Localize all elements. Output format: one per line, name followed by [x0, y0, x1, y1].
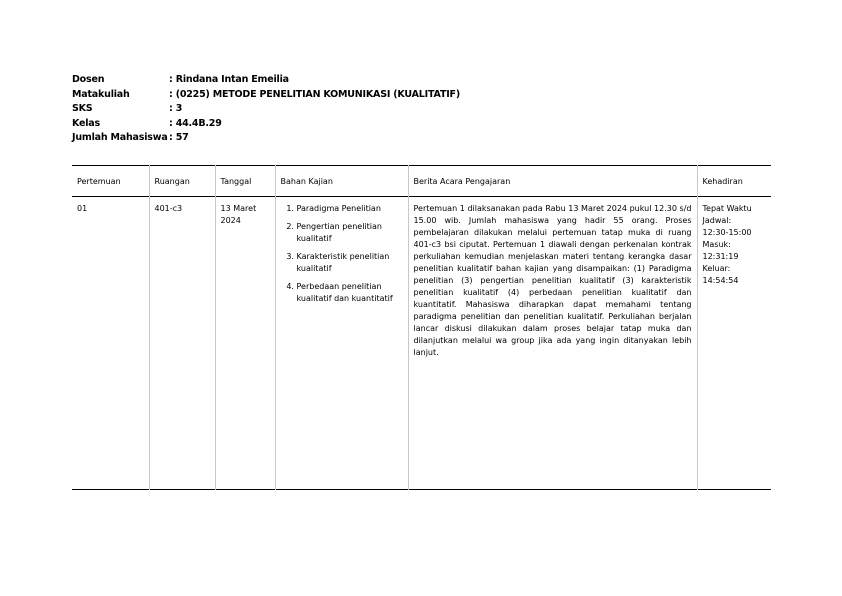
- jadwal-value: 12:30-15:00: [702, 228, 752, 237]
- kelas-label: Kelas: [72, 117, 100, 129]
- keluar-label: Keluar:: [702, 264, 731, 273]
- header-kehadiran: Kehadiran: [697, 166, 771, 197]
- header-tanggal: Tanggal: [215, 166, 275, 197]
- info-row-kelas: [72, 117, 460, 132]
- dosen-label: Dosen: [72, 74, 105, 85]
- jumlah-mahasiswa-label: Jumlah Mahasiswa: [72, 132, 168, 144]
- info-row-dosen: [72, 73, 460, 88]
- masuk-label: Masuk:: [702, 240, 731, 249]
- sks-label: SKS: [72, 103, 93, 115]
- cell-ruangan: 401-c3: [149, 197, 215, 490]
- kehadiran-status: Tepat Waktu: [702, 204, 752, 213]
- berita-acara-text: Pertemuan 1 dilaksanakan pada Rabu 13 Maret 2024 pukul 12.30 s/d 15.00 wib. Jumlah mahasiswa yang hadir 55 orang. Proses pembelajaran dilakukan melalui pertemuan tatap muka di ruang 401-c3 bsi ciputat. Pertemuan 1 diawali dengan perkenalan kontrak perkuliahan kemudian menjelaskan materi tentang kerangka dasar penelitian kualitatif bahan kajian yang disampaikan: (1) Paradigma penelitian (3) pengertian penelitian kualitatif (3) karakteristik penelitian kualitatif (4) perbedaan penelitian kualitatif dan kuantitatif. Mahasiswa diharapkan dapat memahami tentang paradigma penelitian dan penelitian kualitatif. Perkuliahan berjalan lancar diskusi dilakukan dalam proses belajar tatap muka dan dilanjutkan melalui wa group jika ada yang ingin ditanyakan lebih lanjut.: [413, 204, 692, 357]
- bahan-kajian-list: [281, 203, 403, 305]
- masuk-value: 12:31:19: [702, 252, 739, 261]
- jadwal-label: Jadwal:: [702, 216, 732, 225]
- dosen-value: : Rindana Intan Emeilia: [169, 74, 289, 85]
- table-row: [72, 197, 771, 490]
- info-row-jumlah-mahasiswa: [72, 131, 460, 146]
- cell-bahan-kajian: [275, 197, 408, 490]
- header-bahan-kajian: Bahan Kajian: [275, 166, 408, 197]
- kelas-value: : 44.4B.29: [169, 117, 222, 129]
- table-header-row: [72, 166, 771, 197]
- cell-kehadiran: [697, 197, 771, 490]
- list-item: 4. Perbedaan penelitian kualitatif dan kuantitatif: [297, 281, 403, 305]
- header-ruangan: Ruangan: [149, 166, 215, 197]
- course-info: [72, 73, 460, 146]
- sks-value: : 3: [169, 103, 183, 115]
- cell-berita-acara: [408, 197, 697, 490]
- list-item: 3. Karakteristik penelitian kualitatif: [297, 251, 403, 275]
- jumlah-mahasiswa-value: : 57: [169, 132, 189, 144]
- header-pertemuan: Pertemuan: [77, 176, 121, 186]
- matakuliah-value: : (0225) METODE PENELITIAN KOMUNIKASI (KUALITATIF): [169, 88, 460, 100]
- info-row-matakuliah: [72, 88, 460, 103]
- list-item: 2. Pengertian penelitian kualitatif: [297, 221, 403, 245]
- info-row-sks: [72, 102, 460, 117]
- matakuliah-label: Matakuliah: [72, 88, 130, 100]
- cell-tanggal: 13 Maret 2024: [215, 197, 275, 490]
- header-berita-acara: Berita Acara Pengajaran: [408, 166, 697, 197]
- berita-acara-table: [72, 165, 771, 490]
- keluar-value: 14:54:54: [702, 276, 739, 285]
- list-item: 1. Paradigma Penelitian: [297, 203, 403, 215]
- cell-pertemuan: 01: [77, 204, 88, 213]
